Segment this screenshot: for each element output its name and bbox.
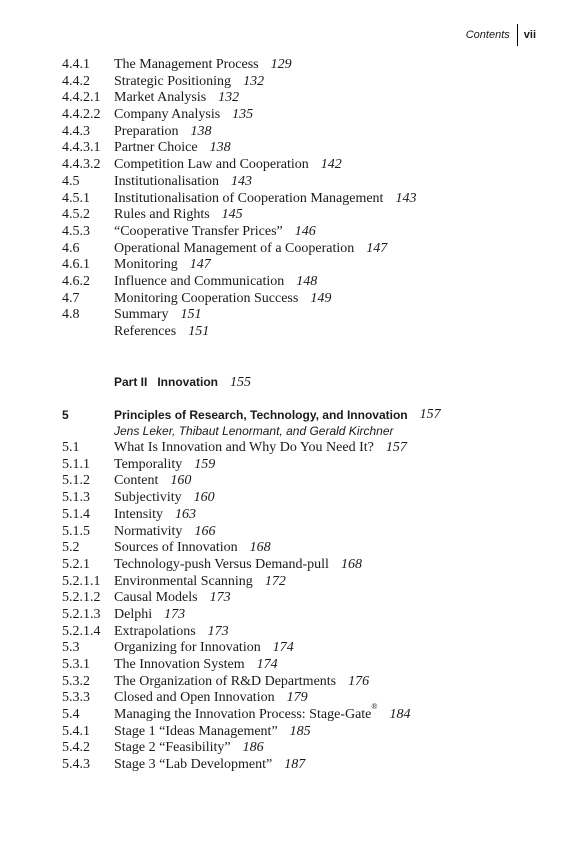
entry-title: Monitoring (114, 257, 178, 273)
entry-number: 5.2.1.1 (62, 573, 101, 589)
entry-page: 159 (194, 456, 216, 472)
toc-entry (62, 724, 542, 741)
toc-entry (62, 490, 542, 507)
entry-title: Summary (114, 307, 169, 323)
entry-page: 163 (175, 506, 196, 522)
toc-entry (62, 207, 542, 224)
toc-entry (62, 74, 542, 91)
header-divider (517, 24, 518, 46)
entry-page: 184 (389, 707, 411, 723)
toc-entry (62, 607, 542, 624)
toc-entry (62, 557, 542, 574)
entry-title: Extrapolations (114, 623, 196, 639)
entry-number: 4.6 (62, 240, 80, 256)
header-page-number: vii (523, 29, 536, 41)
entry-number: 4.4.1 (62, 57, 90, 72)
entry-number: 4.5.3 (62, 223, 90, 239)
entry-title: Institutionalisation (114, 173, 219, 189)
header-label: Contents (465, 29, 510, 41)
toc-entry (62, 191, 542, 208)
entry-number: 5.3.2 (62, 673, 90, 689)
toc-entry (62, 291, 542, 308)
entry-page: 129 (270, 57, 292, 72)
entry-page: 179 (286, 690, 308, 706)
entry-title: Subjectivity (114, 490, 182, 506)
entry-number: 5.4.2 (62, 740, 90, 756)
entry-page: 157 (385, 440, 407, 456)
toc-entry (62, 157, 542, 174)
entry-page: 168 (340, 556, 362, 572)
toc-entry (62, 224, 542, 241)
toc-entry (62, 540, 542, 557)
chapter-page: 157 (419, 406, 441, 422)
entry-page: 147 (366, 240, 388, 256)
entry-title: Rules and Rights (114, 207, 210, 223)
entry-number: 5.1.1 (62, 456, 90, 472)
entry-title: Partner Choice (114, 140, 198, 156)
entry-page: 174 (256, 657, 278, 672)
entry-number: 4.4.3.2 (62, 157, 101, 173)
entry-title: Competition Law and Cooperation (114, 157, 309, 173)
entry-page: 168 (249, 540, 271, 556)
entry-title: Causal Models (114, 590, 198, 606)
entry-number: 5.4.1 (62, 723, 90, 739)
toc-entry (62, 457, 542, 474)
entry-number: 5.3 (62, 640, 80, 656)
chapter-authors-row (62, 423, 542, 440)
registered-mark: ® (371, 702, 378, 712)
entry-number: 4.4.3 (62, 123, 90, 139)
entry-number: 5.4.3 (62, 757, 90, 773)
toc-entry (62, 473, 542, 490)
entry-title: References (114, 324, 177, 339)
entry-number: 5.2.1.4 (62, 623, 101, 639)
entry-title: What Is Innovation and Why Do You Need It? (114, 440, 374, 456)
entry-page: 151 (180, 307, 202, 323)
entry-title: Stage 3 “Lab Development” (114, 757, 273, 773)
entry-title: Managing the Innovation Process: Stage-Gate (114, 707, 372, 723)
entry-page: 132 (218, 90, 240, 106)
entry-title: The Innovation System (114, 657, 245, 672)
chapter-number: 5 (62, 407, 69, 422)
entry-title: The Organization of R&D Departments (114, 673, 337, 689)
entry-title: Technology-push Versus Demand-pull (114, 556, 329, 572)
entry-number: 5.1.3 (62, 490, 90, 506)
chapter-title: Principles of Research, Technology, and Innovation (114, 407, 408, 422)
entry-page: 149 (310, 290, 332, 306)
entry-page: 176 (348, 673, 370, 689)
entry-page: 147 (189, 257, 211, 273)
toc-entry (62, 274, 542, 291)
entry-number: 5.2 (62, 540, 80, 556)
toc-entry (62, 57, 542, 74)
toc-entry (62, 674, 542, 691)
entry-number: 5.3.3 (62, 690, 90, 706)
entry-title: Institutionalisation of Cooperation Management (114, 190, 384, 206)
entry-page: 172 (264, 573, 286, 589)
toc-entry (62, 690, 542, 707)
toc-entry (62, 90, 542, 107)
entry-page: 143 (395, 190, 417, 206)
entry-page: 142 (320, 157, 342, 173)
entry-title: Stage 2 “Feasibility” (114, 740, 231, 756)
table-of-contents (62, 57, 542, 774)
toc-entry (62, 324, 542, 341)
entry-page: 166 (194, 523, 216, 539)
running-header (466, 24, 536, 46)
entry-title: Closed and Open Innovation (114, 690, 275, 706)
entry-page: 174 (272, 640, 294, 656)
entry-title: Delphi (114, 606, 153, 622)
entry-title: Normativity (114, 523, 183, 539)
entry-number: 4.4.2.1 (62, 90, 101, 106)
entry-page: 138 (209, 140, 231, 156)
entry-page: 173 (209, 590, 231, 606)
entry-page: 135 (232, 107, 254, 123)
toc-entry (62, 657, 542, 674)
part-heading (62, 374, 542, 391)
entry-number: 4.5.1 (62, 190, 90, 206)
entry-page: 173 (207, 623, 229, 639)
toc-entry (62, 107, 542, 124)
toc-entry (62, 174, 542, 191)
toc-entry (62, 574, 542, 591)
toc-entry (62, 740, 542, 757)
entry-page: 187 (284, 757, 306, 773)
toc-entry (62, 140, 542, 157)
entry-title: Preparation (114, 123, 179, 139)
entry-number: 4.4.2 (62, 73, 90, 89)
toc-entry (62, 757, 542, 774)
toc-entry (62, 241, 542, 258)
entry-page: 151 (188, 324, 210, 339)
toc-entry (62, 702, 542, 724)
toc-entry (62, 624, 542, 641)
entry-number: 4.5 (62, 173, 80, 189)
entry-number: 4.6.2 (62, 273, 90, 289)
entry-number: 4.7 (62, 290, 80, 306)
entry-title: Market Analysis (114, 90, 207, 106)
entry-page: 173 (164, 606, 186, 622)
entry-page: 186 (242, 740, 264, 756)
entry-title: Organizing for Innovation (114, 640, 261, 656)
entry-number: 5.1.5 (62, 523, 90, 539)
entry-number: 5.4 (62, 707, 80, 723)
entry-page: 146 (294, 223, 316, 239)
toc-entry (62, 307, 542, 324)
entry-page: 185 (289, 723, 311, 739)
entry-page: 160 (170, 473, 192, 489)
entry-title: Sources of Innovation (114, 540, 238, 556)
entry-number: 5.1.2 (62, 473, 90, 489)
entry-title: The Management Process (114, 57, 259, 72)
toc-section-chapter5 (62, 440, 542, 774)
entry-title: Strategic Positioning (114, 73, 232, 89)
chapter-heading (62, 407, 542, 424)
entry-page: 132 (243, 73, 265, 89)
entry-title: Operational Management of a Cooperation (114, 240, 355, 256)
toc-entry (62, 124, 542, 141)
part-page: 155 (230, 374, 252, 390)
toc-section-part1 (62, 57, 542, 341)
entry-title: Company Analysis (114, 107, 221, 123)
entry-title: Monitoring Cooperation Success (114, 290, 299, 306)
entry-number: 4.5.2 (62, 207, 90, 223)
entry-title: Environmental Scanning (114, 573, 253, 589)
entry-page: 145 (221, 207, 243, 223)
entry-page: 148 (296, 273, 318, 289)
entry-title: Content (114, 473, 159, 489)
toc-entry (62, 257, 542, 274)
entry-title: Intensity (114, 506, 163, 522)
entry-number: 4.8 (62, 307, 80, 323)
entry-number: 4.6.1 (62, 257, 90, 273)
toc-entry (62, 507, 542, 524)
entry-page: 138 (190, 123, 212, 139)
part-title: Part II Innovation (114, 374, 219, 389)
entry-title: Stage 1 “Ideas Management” (114, 723, 278, 739)
entry-number: 5.1 (62, 440, 80, 456)
entry-number: 5.2.1.2 (62, 590, 101, 606)
entry-page: 160 (193, 490, 215, 506)
entry-number: 5.2.1.3 (62, 606, 101, 622)
entry-number: 5.1.4 (62, 506, 90, 522)
toc-entry (62, 590, 542, 607)
entry-page: 143 (231, 173, 252, 189)
toc-entry (62, 524, 542, 541)
entry-number: 5.3.1 (62, 657, 90, 672)
entry-number: 4.4.2.2 (62, 107, 101, 123)
chapter-authors: Jens Leker, Thibaut Lenormant, and Gerald Kirchner (114, 424, 394, 439)
entry-number: 4.4.3.1 (62, 140, 101, 156)
entry-title: “Cooperative Transfer Prices” (114, 223, 283, 239)
toc-entry (62, 440, 542, 457)
entry-title: Temporality (114, 456, 183, 472)
entry-number: 5.2.1 (62, 556, 90, 572)
entry-title: Influence and Communication (114, 273, 285, 289)
entry-number (62, 324, 114, 341)
toc-entry (62, 640, 542, 657)
